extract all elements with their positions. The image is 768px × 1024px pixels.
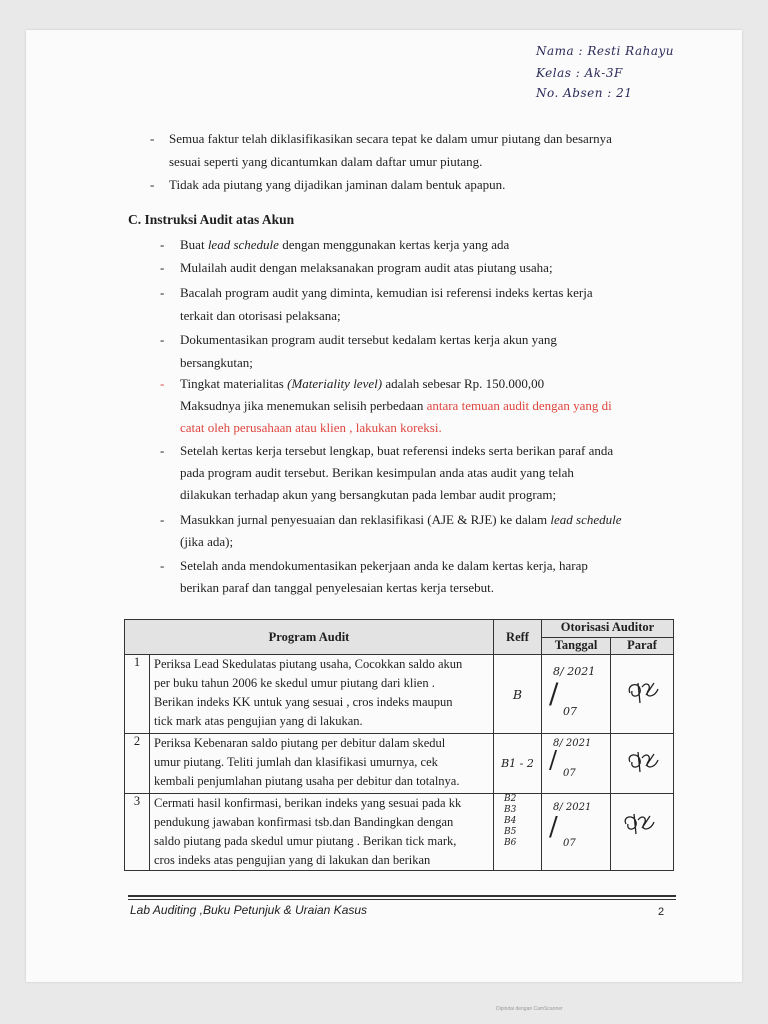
- audit-program-table: [124, 619, 674, 871]
- intro-line-1: Semua faktur telah diklasifikasikan secara tepat ke dalam umur piutang dan besarnya: [169, 131, 612, 146]
- row-reff: B: [494, 655, 542, 734]
- row-tanggal: 8/ 2021 / 07: [542, 794, 611, 871]
- row-reff: B2 B3 B4 B5 B6: [494, 794, 542, 871]
- row-number: 3: [125, 794, 150, 871]
- instruction-5-line-1: Tingkat materialitas (Materiality level) adalah sebesar Rp. 150.000,00: [180, 376, 545, 391]
- row-paraf: [611, 794, 674, 871]
- col-otorisasi-auditor: Otorisasi Auditor: [542, 620, 674, 638]
- handwritten-nama: Nama : Resti Rahayu: [536, 44, 674, 58]
- instruction-5-line-2: Maksudnya jika menemukan selisih perbedaan antara temuan audit dengan yang di: [180, 398, 612, 413]
- table-header-row: [125, 620, 674, 638]
- instruction-6-line-1: Setelah kertas kerja tersebut lengkap, buat referensi indeks serta berikan paraf anda: [180, 443, 614, 458]
- bullet-dash: -: [160, 512, 165, 527]
- row-description: Periksa Lead Skedulatas piutang usaha, Cocokkan saldo akun per buku tahun 2006 ke skedul umur piutang dari klien . Berikan indeks KK untuk yang sesuai , cros indeks maupun tick mark atas pengujian yang di lakukan.: [150, 655, 494, 734]
- footer-title: Lab Auditing ,Buku Petunjuk & Uraian Kasus: [130, 903, 368, 917]
- instruction-6-line-2: pada program audit tersebut. Berikan kesimpulan anda atas audit yang telah: [180, 465, 574, 480]
- instruction-2: Mulailah audit dengan melaksanakan program audit atas piutang usaha;: [180, 260, 553, 275]
- bullet-dash: -: [150, 177, 155, 192]
- row-description: Periksa Kebenaran saldo piutang per debitur dalam skedul umur piutang. Teliti jumlah dan klasifikasi umurnya, cek kembali penjumlahan piutang usaha per debitur dan totalnya.: [150, 734, 494, 794]
- row-tanggal: 8/ 2021 / 07: [542, 734, 611, 794]
- col-reff: Reff: [494, 620, 542, 655]
- instruction-6-line-3: dilakukan terhadap akun yang bersangkutan pada lembar audit program;: [180, 487, 557, 502]
- bullet-dash: -: [160, 260, 165, 275]
- handwritten-kelas: Kelas : Ak-3F: [536, 66, 623, 80]
- row-paraf: [611, 734, 674, 794]
- signature-icon: [624, 748, 664, 776]
- instruction-1: Buat lead schedule dengan menggunakan kertas kerja yang ada: [180, 237, 510, 252]
- footer-rule: [128, 899, 676, 900]
- col-paraf: Paraf: [611, 637, 674, 655]
- bullet-dash: -: [160, 558, 165, 573]
- instruction-7-line-1: Masukkan jurnal penyesuaian dan reklasifikasi (AJE & RJE) ke dalam lead schedule: [180, 512, 622, 527]
- scanner-watermark: Dipindai dengan CamScanner: [496, 1006, 563, 1012]
- signature-icon: [624, 677, 664, 707]
- bullet-dash: -: [150, 131, 155, 146]
- instruction-8-line-2: berikan paraf dan tanggal penyelesaian kertas kerja tersebut.: [180, 580, 495, 595]
- instruction-3-line-1: Bacalah program audit yang diminta, kemudian isi referensi indeks kertas kerja: [180, 285, 593, 300]
- table-row: [125, 794, 674, 871]
- instruction-7-line-2: (jika ada);: [180, 534, 234, 549]
- intro-line-3: Tidak ada piutang yang dijadikan jaminan dalam bentuk apapun.: [169, 177, 506, 192]
- row-reff: B1 - 2: [494, 734, 542, 794]
- bullet-dash: -: [160, 285, 165, 300]
- instruction-4-line-1: Dokumentasikan program audit tersebut kedalam kertas kerja akun yang: [180, 332, 557, 347]
- handwritten-absen: No. Absen : 21: [536, 86, 633, 100]
- table-row: [125, 734, 674, 794]
- instruction-8-line-1: Setelah anda mendokumentasikan pekerjaan anda ke dalam kertas kerja, harap: [180, 558, 588, 573]
- row-paraf: [611, 655, 674, 734]
- section-c-heading: C. Instruksi Audit atas Akun: [128, 212, 295, 227]
- bullet-dash: -: [160, 376, 165, 391]
- row-number: 2: [125, 734, 150, 794]
- intro-line-2: sesuai seperti yang dicantumkan dalam daftar umur piutang.: [169, 154, 483, 169]
- bullet-dash: -: [160, 237, 165, 252]
- bullet-dash: -: [160, 332, 165, 347]
- signature-icon: [620, 810, 660, 838]
- page-number: 2: [658, 906, 665, 918]
- footer-rule: [128, 895, 676, 897]
- col-program-audit: Program Audit: [125, 620, 494, 655]
- row-description: Cermati hasil konfirmasi, berikan indeks yang sesuai pada kk pendukung jawaban konfirmasi tsb.dan Bandingkan dengan saldo piutang pada skedul umur piutang . Berikan tick mark, cros indeks atas pengujian yang di lakukan dan berikan: [150, 794, 494, 871]
- instruction-3-line-2: terkait dan otorisasi pelaksana;: [180, 308, 341, 323]
- instruction-5-line-3: catat oleh perusahaan atau klien , lakukan koreksi.: [180, 420, 442, 435]
- table-row: [125, 655, 674, 734]
- col-tanggal: Tanggal: [542, 637, 611, 655]
- instruction-4-line-2: bersangkutan;: [180, 355, 253, 370]
- bullet-dash: -: [160, 443, 165, 458]
- row-number: 1: [125, 655, 150, 734]
- row-tanggal: 8/ 2021 / 07: [542, 655, 611, 734]
